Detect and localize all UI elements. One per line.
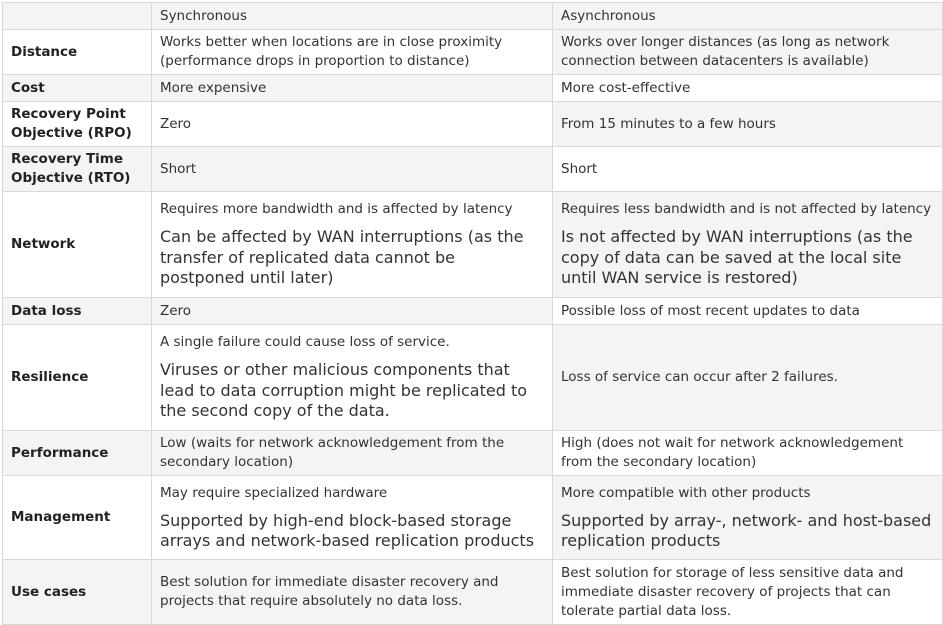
table-row [3,30,943,75]
cell-async-data-loss: Possible loss of most recent updates to data [553,298,943,325]
cell-sync-cost: More expensive [152,75,553,102]
cell-async-distance: Works over longer distances (as long as network connection between datacenters is available) [553,30,943,75]
row-label-distance: Distance [3,30,152,75]
cell-sync-data-loss: Zero [152,298,553,325]
cell-async-network [553,192,943,298]
header-synchronous: Synchronous [152,3,553,30]
row-label-management: Management [3,476,152,560]
table-row [3,431,943,476]
row-label-cost: Cost [3,75,152,102]
table-header-row [3,3,943,30]
table-row [3,147,943,192]
async-network-text-2: Is not affected by WAN interruptions (as the copy of data can be saved at the local site until WAN service is restored) [561,227,913,288]
async-management-text-1: More compatible with other products [561,484,811,501]
sync-network-text-1: Requires more bandwidth and is affected by latency [160,201,513,218]
cell-async-use-cases: Best solution for storage of less sensitive data and immediate disaster recovery of projects that can tolerate partial data loss. [553,560,943,625]
sync-resilience-text-1: A single failure could cause loss of service. [160,334,450,351]
cell-sync-management [152,476,553,560]
table-row [3,192,943,298]
async-management-text-2: Supported by array-, network- and host-based replication products [561,510,932,550]
cell-sync-use-cases: Best solution for immediate disaster recovery and projects that require absolutely no data loss. [152,560,553,625]
sync-management-text-2: Supported by high-end block-based storage arrays and network-based replication products [160,510,535,550]
comparison-table [2,2,943,625]
cell-sync-resilience [152,325,553,431]
sync-management-text-1: May require specialized hardware [160,484,388,501]
cell-sync-network [152,192,553,298]
row-label-performance: Performance [3,431,152,476]
table-row [3,325,943,431]
cell-async-cost: More cost-effective [553,75,943,102]
header-asynchronous: Asynchronous [553,3,943,30]
cell-async-management [553,476,943,560]
row-label-use-cases: Use cases [3,560,152,625]
row-label-resilience: Resilience [3,325,152,431]
cell-sync-rpo: Zero [152,102,553,147]
cell-async-rto: Short [553,147,943,192]
table-row [3,298,943,325]
row-label-rpo: Recovery Point Objective (RPO) [3,102,152,147]
cell-sync-distance: Works better when locations are in close proximity (performance drops in proportion to distance) [152,30,553,75]
table-row [3,102,943,147]
async-network-text-1: Requires less bandwidth and is not affected by latency [561,201,932,218]
row-label-network: Network [3,192,152,298]
row-label-data-loss: Data loss [3,298,152,325]
table-row [3,75,943,102]
cell-sync-rto: Short [152,147,553,192]
cell-async-performance: High (does not wait for network acknowledgement from the secondary location) [553,431,943,476]
table-row [3,476,943,560]
header-blank-cell [3,3,152,30]
row-label-rto: Recovery Time Objective (RTO) [3,147,152,192]
sync-network-text-2: Can be affected by WAN interruptions (as the transfer of replicated data cannot be postponed until later) [160,227,524,288]
cell-async-resilience: Loss of service can occur after 2 failures. [553,325,943,431]
sync-resilience-text-2: Viruses or other malicious components that lead to data corruption might be replicated to the second copy of the data. [160,360,528,421]
table-row [3,560,943,625]
cell-async-rpo: From 15 minutes to a few hours [553,102,943,147]
cell-sync-performance: Low (waits for network acknowledgement from the secondary location) [152,431,553,476]
